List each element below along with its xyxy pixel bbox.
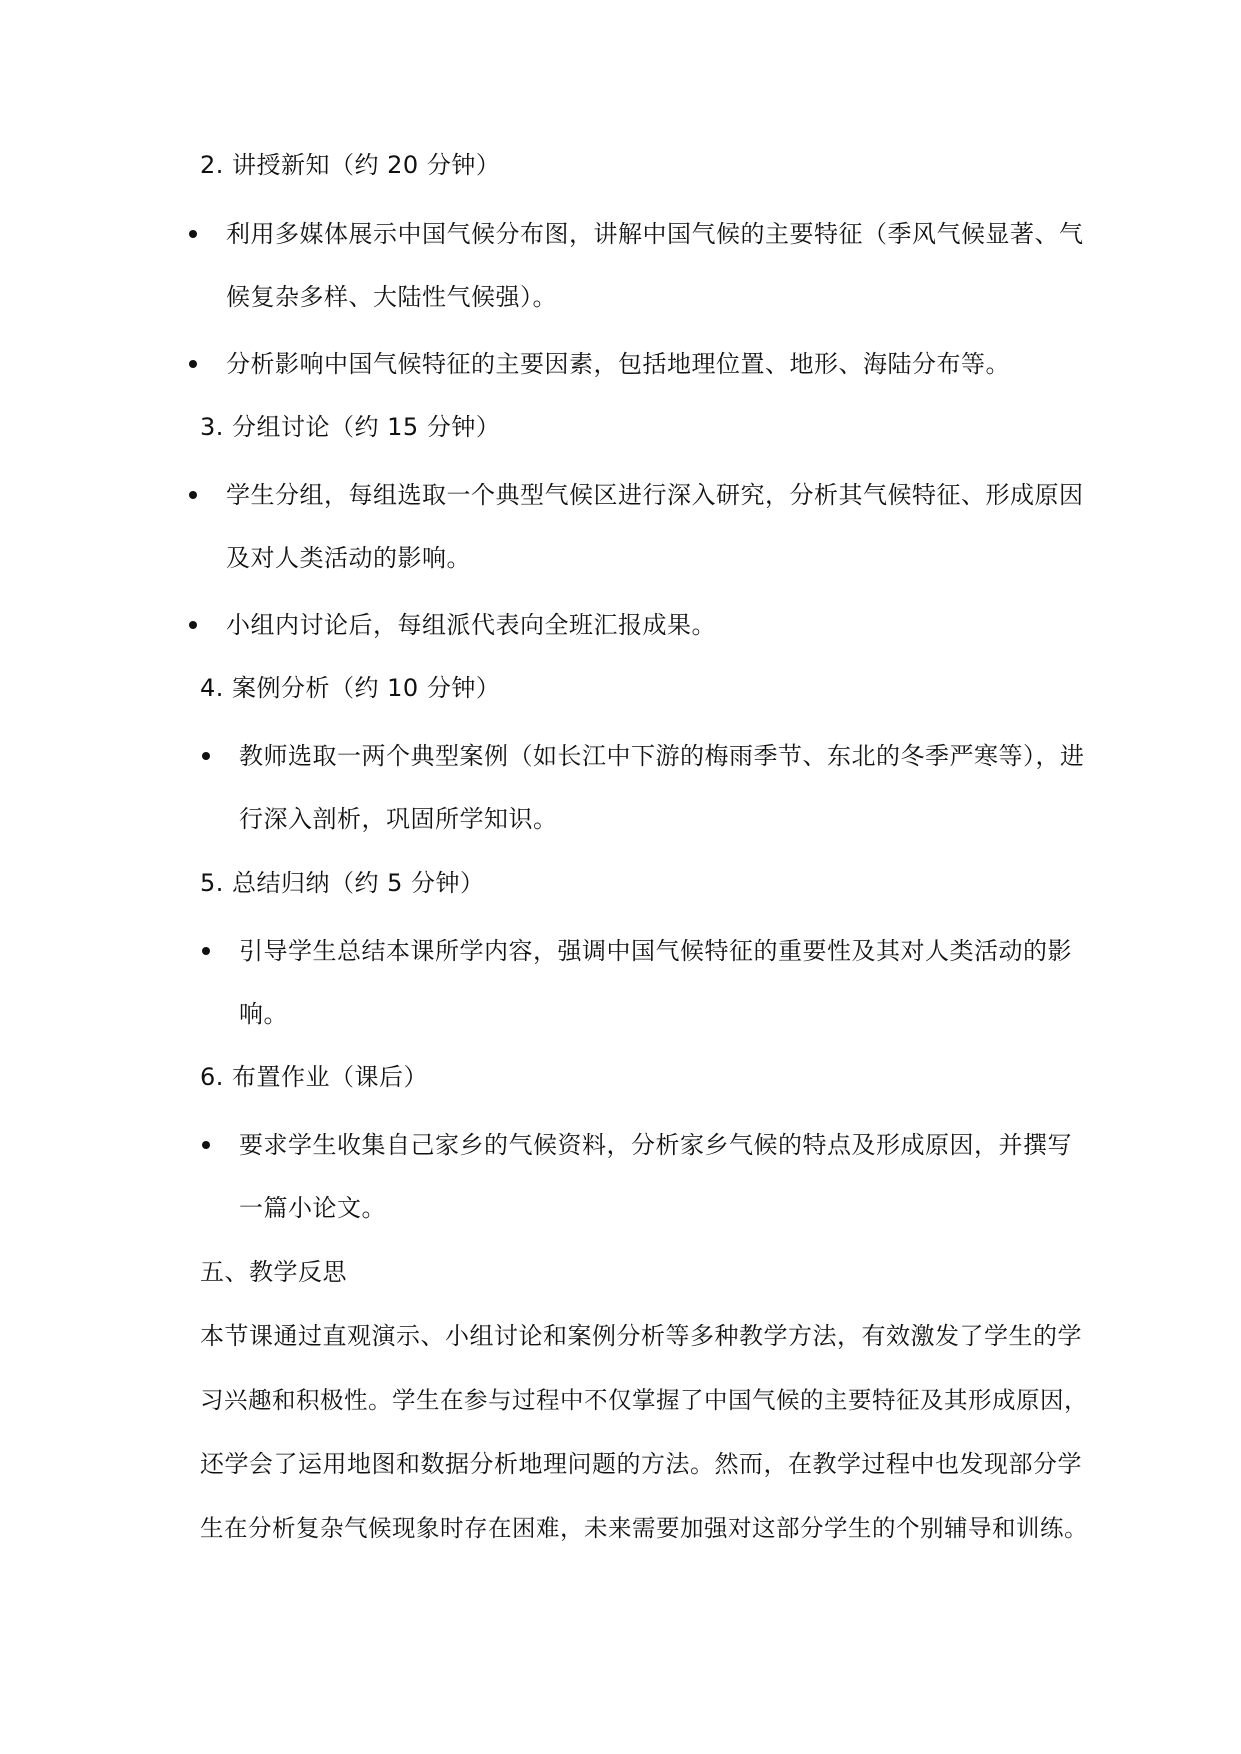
bullet-dot [202,1141,210,1149]
reflection-paragraph-line: 还学会了运用地图和数据分析地理问题的方法。然而，在教学过程中也发现部分学 [200,1450,1082,1478]
bullet-text: 教师选取一两个典型案例（如长江中下游的梅雨季节、东北的冬季严寒等），进 [239,742,1085,770]
bullet-text: 小组内讨论后，每组派代表向全班汇报成果。 [226,611,716,639]
bullet-text: 学生分组，每组选取一个典型气候区进行深入研究，分析其气候特征、形成原因 [226,481,1084,509]
section-heading: 3. 分组讨论（约 15 分钟） [200,413,501,441]
bullet-text-continued: 响。 [239,1000,288,1028]
bullet-text: 引导学生总结本课所学内容，强调中国气候特征的重要性及其对人类活动的影 [239,937,1072,965]
section-heading: 5. 总结归纳（约 5 分钟） [200,869,485,897]
bullet-dot [189,491,197,499]
reflection-paragraph-line: 生在分析复杂气候现象时存在困难，未来需要加强对这部分学生的个别辅导和训练。 [200,1514,1088,1542]
section-heading: 2. 讲授新知（约 20 分钟） [200,151,501,179]
bullet-dot [202,947,210,955]
reflection-paragraph-line: 习兴趣和积极性。学生在参与过程中不仅掌握了中国气候的主要特征及其形成原因， [200,1386,1088,1414]
section-heading: 4. 案例分析（约 10 分钟） [200,674,501,702]
reflection-heading: 五、教学反思 [200,1258,347,1286]
bullet-text-continued: 一篇小论文。 [239,1194,386,1222]
section-heading: 6. 布置作业（课后） [200,1063,429,1091]
bullet-dot [189,230,197,238]
bullet-dot [202,752,210,760]
bullet-text: 利用多媒体展示中国气候分布图，讲解中国气候的主要特征（季风气候显著、气 [226,220,1084,248]
bullet-text-continued: 行深入剖析，巩固所学知识。 [239,805,558,833]
bullet-dot [189,360,197,368]
bullet-dot [189,621,197,629]
bullet-text-continued: 候复杂多样、大陆性气候强）。 [226,283,557,311]
reflection-paragraph-line: 本节课通过直观演示、小组讨论和案例分析等多种教学方法，有效激发了学生的学 [200,1322,1082,1350]
bullet-text-continued: 及对人类活动的影响。 [226,544,471,572]
bullet-text: 分析影响中国气候特征的主要因素，包括地理位置、地形、海陆分布等。 [226,350,1010,378]
bullet-text: 要求学生收集自己家乡的气候资料，分析家乡气候的特点及形成原因，并撰写 [239,1131,1072,1159]
